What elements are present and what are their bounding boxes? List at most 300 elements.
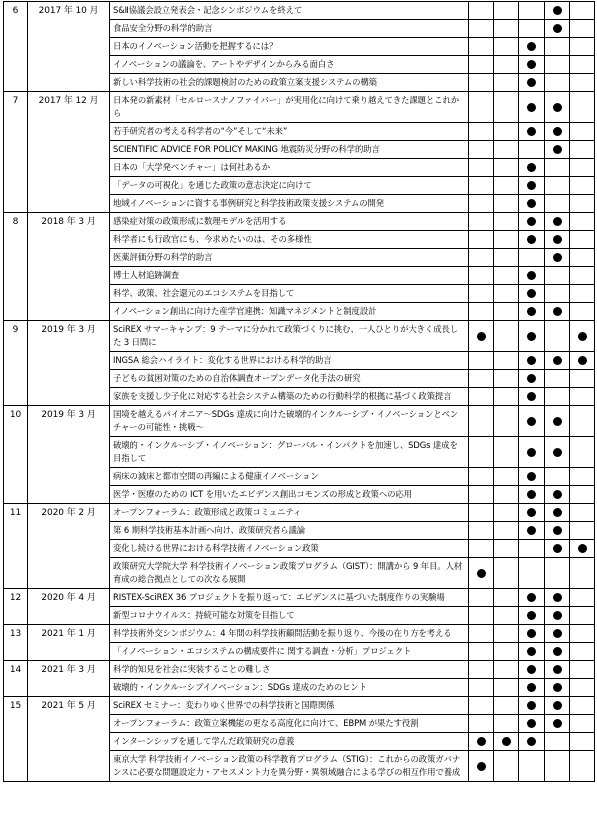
category-cell-5 (570, 643, 595, 661)
category-cell-5 (570, 388, 595, 406)
category-cell-2 (494, 2, 519, 20)
category-cell-4 (545, 20, 570, 38)
issue-date: 2021 年 3 月 (28, 661, 110, 697)
category-cell-5 (570, 504, 595, 522)
category-cell-2 (494, 625, 519, 643)
category-cell-3 (519, 195, 545, 213)
category-cell-2 (494, 74, 519, 92)
filled-circle-marker (553, 253, 562, 262)
category-cell-4 (545, 267, 570, 285)
category-cell-4 (545, 195, 570, 213)
category-cell-5 (570, 437, 595, 468)
article-title: 東京大学 科学技術イノベーション政策の科学教育プログラム（STIG）：これからの政策ガバナンスに必要な問題設定力・アセスメント力を異分野・異領域融合による学びの相互作用で養成 (110, 751, 469, 782)
category-cell-4 (545, 558, 570, 589)
category-cell-3 (519, 715, 545, 733)
category-cell-3 (519, 504, 545, 522)
issue-number: 12 (4, 589, 28, 625)
category-cell-1 (469, 437, 494, 468)
issue-date: 2021 年 5 月 (28, 697, 110, 782)
article-title: S&Ⅱ協議会設立発表会・記念シンポジウムを終えて (110, 2, 469, 20)
filled-circle-marker (527, 665, 536, 674)
category-cell-4 (545, 643, 570, 661)
article-title: イノベーション創出に向けた産学官連携：知識マネジメントと制度設計 (110, 303, 469, 321)
article-title: 「イノベーション・エコシステムの構成要件に 関する調査・分析」プロジェクト (110, 643, 469, 661)
category-cell-4 (545, 285, 570, 303)
article-title: 新型コロナウイルス：持続可能な対策を目指して (110, 607, 469, 625)
category-cell-2 (494, 56, 519, 74)
filled-circle-marker (553, 490, 562, 499)
category-cell-1 (469, 267, 494, 285)
category-cell-2 (494, 558, 519, 589)
category-cell-1 (469, 522, 494, 540)
category-cell-4 (545, 92, 570, 123)
category-cell-3 (519, 231, 545, 249)
article-title: 子どもの貧困対策のための自治体調査オープンデータ化手法の研究 (110, 370, 469, 388)
category-cell-3 (519, 352, 545, 370)
article-title: 博士人材追跡調査 (110, 267, 469, 285)
category-cell-3 (519, 679, 545, 697)
filled-circle-marker (578, 332, 587, 341)
article-title: 医薬評価分野の科学的助言 (110, 249, 469, 267)
category-cell-3 (519, 406, 545, 437)
filled-circle-marker (553, 593, 562, 602)
category-cell-3 (519, 285, 545, 303)
filled-circle-marker (527, 647, 536, 656)
category-cell-1 (469, 141, 494, 159)
issue-number: 13 (4, 625, 28, 661)
filled-circle-marker (527, 332, 536, 341)
category-cell-1 (469, 661, 494, 679)
article-title: SciREX サマーキャンプ：9 テーマに分かれて政策づくりに挑む、一人ひとりが大きく成長した 3 日間に (110, 321, 469, 352)
category-cell-5 (570, 352, 595, 370)
category-cell-3 (519, 540, 545, 558)
category-cell-3 (519, 437, 545, 468)
category-cell-3 (519, 661, 545, 679)
article-title: 科学者にも行政官にも、今求めたいのは、その多様性 (110, 231, 469, 249)
category-cell-5 (570, 56, 595, 74)
issue-number: 14 (4, 661, 28, 697)
article-title: 変化し続ける世界における科学技術イノベーション政策 (110, 540, 469, 558)
article-title: 政策研究大学院大学 科学技術イノベーション政策プログラム（GIST）：開講から 9 年目。人材育成の総合拠点としての次なる展開 (110, 558, 469, 589)
category-cell-4 (545, 715, 570, 733)
category-cell-2 (494, 504, 519, 522)
category-cell-2 (494, 522, 519, 540)
category-cell-2 (494, 352, 519, 370)
filled-circle-marker (527, 683, 536, 692)
category-cell-5 (570, 159, 595, 177)
category-cell-1 (469, 285, 494, 303)
category-cell-2 (494, 195, 519, 213)
table-row (4, 321, 595, 352)
category-cell-1 (469, 231, 494, 249)
article-table (3, 1, 595, 782)
category-cell-1 (469, 697, 494, 715)
category-cell-4 (545, 697, 570, 715)
article-title: 日本のイノベーション活動を把握するには？ (110, 38, 469, 56)
category-cell-2 (494, 285, 519, 303)
filled-circle-marker (553, 719, 562, 728)
table-row (4, 2, 595, 20)
category-cell-3 (519, 522, 545, 540)
category-cell-1 (469, 56, 494, 74)
category-cell-4 (545, 733, 570, 751)
category-cell-3 (519, 141, 545, 159)
article-title: SCIENTIFIC ADVICE FOR POLICY MAKING 地震防災分野の科学的助言 (110, 141, 469, 159)
filled-circle-marker (527, 508, 536, 517)
table-row (4, 92, 595, 123)
filled-circle-marker (527, 448, 536, 457)
category-cell-2 (494, 540, 519, 558)
article-title: 医学・医療のための ICT を用いたエビデンス創出コモンズの形成と政策への応用 (110, 486, 469, 504)
category-cell-4 (545, 388, 570, 406)
category-cell-5 (570, 123, 595, 141)
filled-circle-marker (553, 508, 562, 517)
category-cell-1 (469, 540, 494, 558)
category-cell-5 (570, 2, 595, 20)
category-cell-1 (469, 733, 494, 751)
filled-circle-marker (527, 701, 536, 710)
category-cell-5 (570, 303, 595, 321)
category-cell-1 (469, 486, 494, 504)
article-title: 科学、政策、社会還元のエコシステムを目指して (110, 285, 469, 303)
category-cell-3 (519, 177, 545, 195)
category-cell-3 (519, 74, 545, 92)
category-cell-2 (494, 20, 519, 38)
category-cell-5 (570, 20, 595, 38)
filled-circle-marker (527, 392, 536, 401)
filled-circle-marker (477, 332, 486, 341)
category-cell-2 (494, 589, 519, 607)
category-cell-4 (545, 177, 570, 195)
category-cell-1 (469, 625, 494, 643)
category-cell-5 (570, 267, 595, 285)
category-cell-5 (570, 141, 595, 159)
issue-date: 2020 年 4 月 (28, 589, 110, 625)
category-cell-4 (545, 486, 570, 504)
category-cell-2 (494, 92, 519, 123)
category-cell-4 (545, 249, 570, 267)
article-title: INGSA 総会ハイライト：変化する世界における科学的助言 (110, 352, 469, 370)
category-cell-4 (545, 589, 570, 607)
article-title: オープンフォーラム：政策立案機能の更なる高度化に向けて、EBPM が果たす役割 (110, 715, 469, 733)
category-cell-2 (494, 123, 519, 141)
category-cell-2 (494, 643, 519, 661)
category-cell-4 (545, 2, 570, 20)
category-cell-4 (545, 751, 570, 782)
category-cell-2 (494, 697, 519, 715)
category-cell-4 (545, 437, 570, 468)
category-cell-5 (570, 751, 595, 782)
category-cell-2 (494, 733, 519, 751)
category-cell-2 (494, 607, 519, 625)
category-cell-1 (469, 38, 494, 56)
filled-circle-marker (553, 24, 562, 33)
category-cell-2 (494, 388, 519, 406)
category-cell-4 (545, 625, 570, 643)
category-cell-5 (570, 370, 595, 388)
article-title: 食品安全分野の科学的助言 (110, 20, 469, 38)
category-cell-1 (469, 321, 494, 352)
category-cell-4 (545, 141, 570, 159)
issue-date: 2019 年 3 月 (28, 406, 110, 504)
category-cell-5 (570, 540, 595, 558)
category-cell-4 (545, 38, 570, 56)
filled-circle-marker (553, 683, 562, 692)
filled-circle-marker (553, 217, 562, 226)
category-cell-5 (570, 38, 595, 56)
category-cell-2 (494, 159, 519, 177)
category-cell-1 (469, 303, 494, 321)
category-cell-3 (519, 92, 545, 123)
filled-circle-marker (527, 472, 536, 481)
filled-circle-marker (527, 611, 536, 620)
issue-date: 2021 年 1 月 (28, 625, 110, 661)
category-cell-1 (469, 370, 494, 388)
issue-date: 2020 年 2 月 (28, 504, 110, 589)
category-cell-3 (519, 321, 545, 352)
category-cell-1 (469, 607, 494, 625)
category-cell-1 (469, 92, 494, 123)
category-cell-1 (469, 74, 494, 92)
category-cell-2 (494, 679, 519, 697)
issue-number: 7 (4, 92, 28, 213)
issue-number: 8 (4, 213, 28, 321)
filled-circle-marker (527, 629, 536, 638)
filled-circle-marker (527, 374, 536, 383)
article-title: 第 6 期科学技術基本計画へ向け、政策研究者ら議論 (110, 522, 469, 540)
category-cell-5 (570, 679, 595, 697)
category-cell-4 (545, 504, 570, 522)
category-cell-2 (494, 249, 519, 267)
article-title: 破壊的・インクルーシブ・イノベーション：グローバル・インパクトを加速し、SDGs 達成を目指して (110, 437, 469, 468)
category-cell-4 (545, 540, 570, 558)
category-cell-5 (570, 715, 595, 733)
filled-circle-marker (527, 127, 536, 136)
filled-circle-marker (527, 417, 536, 426)
category-cell-4 (545, 406, 570, 437)
filled-circle-marker (553, 611, 562, 620)
filled-circle-marker (477, 569, 486, 578)
filled-circle-marker (553, 307, 562, 316)
article-title: 地域イノベーションに資する事例研究と科学技術政策支援システムの開発 (110, 195, 469, 213)
issue-date: 2018 年 3 月 (28, 213, 110, 321)
article-title: イノベーションの議論を、アートやデザインからみる面白さ (110, 56, 469, 74)
category-cell-4 (545, 213, 570, 231)
filled-circle-marker (477, 737, 486, 746)
category-cell-1 (469, 715, 494, 733)
filled-circle-marker (553, 356, 562, 365)
category-cell-1 (469, 20, 494, 38)
category-cell-1 (469, 679, 494, 697)
article-title: 国境を越えるパイオニア～SDGs 達成に向けた破壊的インクルーシブ・イノベーションとベンチャーの可能性・挑戦～ (110, 406, 469, 437)
filled-circle-marker (553, 448, 562, 457)
issue-number: 10 (4, 406, 28, 504)
article-title: 若手研究者の考える科学者の“今”そして“未来” (110, 123, 469, 141)
category-cell-2 (494, 177, 519, 195)
category-cell-3 (519, 38, 545, 56)
article-title: SciREX セミナー：変わりゆく世界での科学技術と国際関係 (110, 697, 469, 715)
category-cell-3 (519, 697, 545, 715)
category-cell-4 (545, 370, 570, 388)
category-cell-4 (545, 468, 570, 486)
category-cell-3 (519, 303, 545, 321)
category-cell-5 (570, 661, 595, 679)
article-title: 日本発の新素材「セルロースナノファイバー」が実用化に向けて乗り越えてきた課題とこれから (110, 92, 469, 123)
category-cell-5 (570, 249, 595, 267)
category-cell-1 (469, 643, 494, 661)
issue-number: 9 (4, 321, 28, 406)
category-cell-4 (545, 74, 570, 92)
category-cell-3 (519, 159, 545, 177)
category-cell-2 (494, 38, 519, 56)
category-cell-1 (469, 352, 494, 370)
category-cell-4 (545, 159, 570, 177)
category-cell-2 (494, 213, 519, 231)
category-cell-1 (469, 406, 494, 437)
filled-circle-marker (527, 737, 536, 746)
category-cell-5 (570, 607, 595, 625)
category-cell-2 (494, 715, 519, 733)
filled-circle-marker (553, 526, 562, 535)
category-cell-5 (570, 285, 595, 303)
category-cell-5 (570, 558, 595, 589)
issue-date: 2017 年 10 月 (28, 2, 110, 92)
category-cell-3 (519, 56, 545, 74)
category-cell-3 (519, 625, 545, 643)
category-cell-3 (519, 558, 545, 589)
article-title: 日本の「大学発ベンチャー」は何社あるか (110, 159, 469, 177)
category-cell-2 (494, 141, 519, 159)
article-title: RISTEX-SciREX 36 プロジェクトを振り返って：エビデンスに基づいた制度作りの実験場 (110, 589, 469, 607)
article-title: 病床の減床と都市空間の再編による健康イノベーション (110, 468, 469, 486)
category-cell-3 (519, 20, 545, 38)
category-cell-3 (519, 213, 545, 231)
article-title: 新しい科学技術の社会的課題検討のための政策立案支援システムの構築 (110, 74, 469, 92)
category-cell-3 (519, 607, 545, 625)
category-cell-5 (570, 195, 595, 213)
category-cell-4 (545, 661, 570, 679)
filled-circle-marker (477, 762, 486, 771)
filled-circle-marker (527, 42, 536, 51)
category-cell-1 (469, 249, 494, 267)
filled-circle-marker (578, 544, 587, 553)
table-row (4, 625, 595, 643)
filled-circle-marker (502, 737, 511, 746)
filled-circle-marker (553, 145, 562, 154)
filled-circle-marker (527, 289, 536, 298)
filled-circle-marker (553, 665, 562, 674)
filled-circle-marker (527, 526, 536, 535)
category-cell-4 (545, 522, 570, 540)
category-cell-4 (545, 56, 570, 74)
filled-circle-marker (527, 103, 536, 112)
category-cell-3 (519, 589, 545, 607)
article-table-body (4, 2, 595, 782)
category-cell-4 (545, 303, 570, 321)
category-cell-3 (519, 643, 545, 661)
filled-circle-marker (527, 719, 536, 728)
category-cell-2 (494, 751, 519, 782)
category-cell-5 (570, 177, 595, 195)
issue-date: 2019 年 3 月 (28, 321, 110, 406)
category-cell-3 (519, 249, 545, 267)
category-cell-2 (494, 661, 519, 679)
filled-circle-marker (527, 163, 536, 172)
category-cell-4 (545, 607, 570, 625)
issue-number: 15 (4, 697, 28, 782)
category-cell-3 (519, 388, 545, 406)
category-cell-2 (494, 468, 519, 486)
category-cell-3 (519, 733, 545, 751)
filled-circle-marker (553, 235, 562, 244)
category-cell-5 (570, 486, 595, 504)
filled-circle-marker (527, 593, 536, 602)
category-cell-4 (545, 231, 570, 249)
table-row (4, 697, 595, 715)
filled-circle-marker (527, 271, 536, 280)
category-cell-4 (545, 679, 570, 697)
filled-circle-marker (527, 307, 536, 316)
category-cell-1 (469, 159, 494, 177)
category-cell-5 (570, 468, 595, 486)
table-row (4, 589, 595, 607)
article-title: 家族を支援し少子化に対応する社会システム構築のための行動科学的根拠に基づく政策提言 (110, 388, 469, 406)
category-cell-1 (469, 504, 494, 522)
category-cell-2 (494, 321, 519, 352)
category-cell-3 (519, 468, 545, 486)
article-title: 破壊的・インクルーシブイノベーション：SDGs 達成のためのヒント (110, 679, 469, 697)
category-cell-1 (469, 388, 494, 406)
category-cell-5 (570, 74, 595, 92)
issue-date: 2017 年 12 月 (28, 92, 110, 213)
filled-circle-marker (553, 6, 562, 15)
category-cell-1 (469, 558, 494, 589)
category-cell-1 (469, 589, 494, 607)
article-title: 科学技術外交シンポジウム：4 年間の科学技術顧問活動を振り返り、今後の在り方を考える (110, 625, 469, 643)
table-row (4, 661, 595, 679)
filled-circle-marker (527, 235, 536, 244)
article-title: 科学的知見を社会に実装することの難しさ (110, 661, 469, 679)
filled-circle-marker (553, 127, 562, 136)
article-title: 「データの可視化」を通じた政策の意志決定に向けて (110, 177, 469, 195)
category-cell-5 (570, 733, 595, 751)
category-cell-2 (494, 370, 519, 388)
filled-circle-marker (527, 60, 536, 69)
category-cell-1 (469, 123, 494, 141)
category-cell-5 (570, 522, 595, 540)
category-cell-5 (570, 92, 595, 123)
article-title: インターンシップを通して学んだ政策研究の意義 (110, 733, 469, 751)
category-cell-1 (469, 177, 494, 195)
filled-circle-marker (527, 78, 536, 87)
category-cell-3 (519, 486, 545, 504)
category-cell-5 (570, 625, 595, 643)
issue-number: 11 (4, 504, 28, 589)
category-cell-5 (570, 589, 595, 607)
filled-circle-marker (553, 647, 562, 656)
category-cell-1 (469, 2, 494, 20)
table-row (4, 406, 595, 437)
filled-circle-marker (527, 217, 536, 226)
category-cell-2 (494, 437, 519, 468)
category-cell-3 (519, 2, 545, 20)
category-cell-4 (545, 123, 570, 141)
category-cell-5 (570, 231, 595, 249)
category-cell-1 (469, 195, 494, 213)
category-cell-4 (545, 352, 570, 370)
category-cell-5 (570, 321, 595, 352)
filled-circle-marker (553, 629, 562, 638)
